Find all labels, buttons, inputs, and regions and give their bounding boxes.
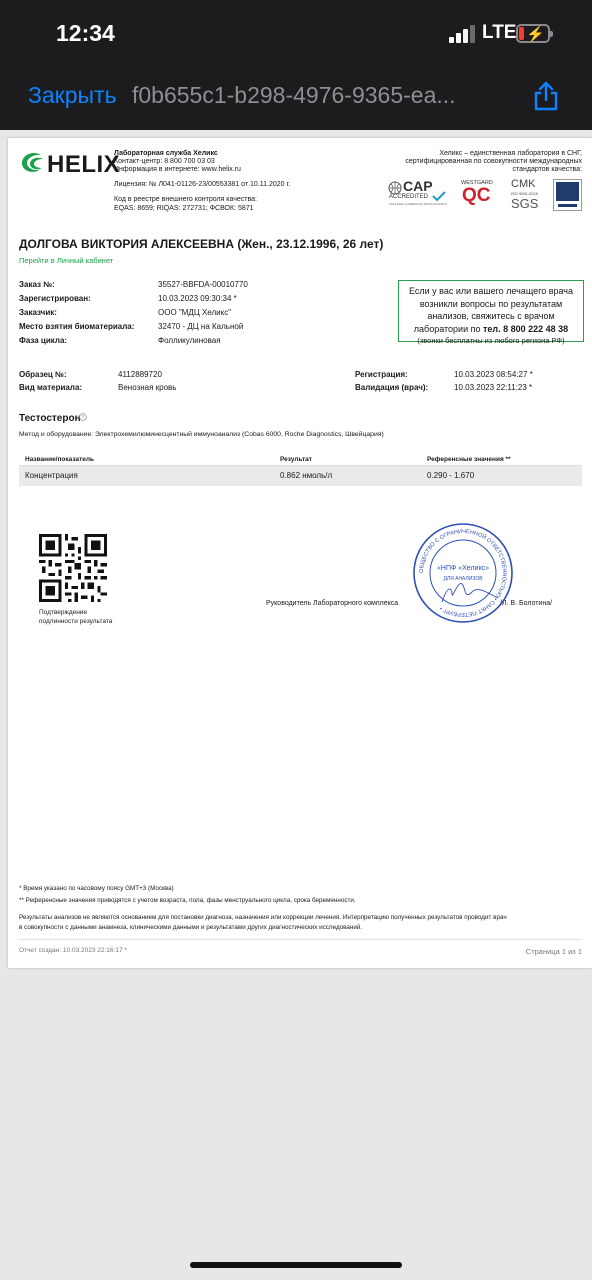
row-name: Концентрация (25, 471, 78, 480)
contact-line-5: (звонки бесплатны из любого региона РФ) (417, 336, 565, 345)
contact-line-4-prefix: лаборатории по (413, 323, 483, 334)
qr-caption-1: Подтверждение (39, 609, 88, 616)
phase-value: Фолликулиновая (158, 336, 221, 345)
customer-label: Заказчик: (19, 308, 57, 317)
logo-text: HELIX (47, 151, 121, 178)
place-value: 32470 - ДЦ на Кальной (158, 322, 244, 331)
westgard-label: WESTGARD (461, 180, 493, 186)
close-button[interactable]: Закрыть (28, 82, 117, 108)
report-created: Отчет создан: 10.03.2023 22:16:17 * (19, 947, 127, 954)
cap-globe-icon (388, 181, 402, 195)
qc-label: QC (462, 185, 491, 206)
network-type: LTE (482, 22, 517, 43)
stamp-ring-text: ОБЩЕСТВО С ОГРАНИЧЕННОЙ ОТВЕТСТВЕННОСТЬЮ • САНКТ-ПЕТЕРБУРГ • (418, 528, 508, 618)
cert-line-1: Хеликс – единственная лаборатория в СНГ, (439, 150, 582, 157)
material-value: Венозная кровь (118, 383, 177, 392)
share-icon[interactable] (531, 80, 561, 112)
nav-bar (0, 68, 592, 130)
stamp-icon (412, 522, 514, 624)
validation-label: Валидация (врач): (355, 383, 429, 392)
footer-note-1: * Время указано по часовому поясу GMT+3 (Москва) (19, 885, 174, 892)
stamp-sub-text: ДЛЯ АНАЛИЗОВ (443, 576, 483, 582)
row-reference: 0.290 - 1.670 (427, 471, 475, 480)
cert-line-2: сертифицированная по совокупности международных (405, 158, 582, 165)
check-icon (432, 191, 446, 201)
signal-icon (449, 25, 477, 43)
sgs-badge (509, 178, 543, 212)
svg-text:?: ? (81, 415, 85, 421)
col-name: Название/показатель (25, 456, 95, 463)
registered-label: Зарегистрирован: (19, 294, 91, 303)
col-result: Результат (280, 456, 312, 463)
test-title: Тестостерон (19, 413, 81, 424)
registration-value: 10.03.2023 08:54:27 * (454, 370, 533, 379)
status-bar (0, 0, 592, 68)
contact-phone[interactable]: тел. 8 800 222 48 38 (483, 323, 569, 334)
footer-note-2: ** Референсные значения приводятся с учетом возраста, пола, фазы менструального цикла, срока беременности. (19, 897, 356, 904)
disclaimer-2: в совокупности с данными анамнеза, клиническими данными и результатами других диагностических исследований. (19, 924, 363, 931)
row-result: 0.862 нмоль/л (280, 471, 333, 480)
quality-code: Код в реестре внешнего контроля качества: (114, 196, 257, 203)
contact-center: Контакт-центр: 8 800 700 03 03 (114, 158, 215, 165)
phase-label: Фаза цикла: (19, 336, 68, 345)
cap-badge (388, 180, 450, 210)
sample-value: 4112889720 (118, 370, 162, 379)
stamp-center-text: «НПФ «Хеликс» (437, 565, 489, 572)
info-icon[interactable] (79, 413, 87, 421)
order-value: 35527-BBFDA-00010770 (158, 280, 248, 289)
helix-logo-icon (19, 151, 45, 175)
customer-value: ООО "МДЦ Хеликс" (158, 308, 232, 317)
registered-value: 10.03.2023 09:30:34 * (158, 294, 237, 303)
battery-icon: ⚡ (516, 24, 550, 43)
westgard-badge (459, 180, 499, 210)
page-number: Страница 1 из 1 (525, 947, 582, 956)
document-page (8, 138, 592, 968)
quality-ids: EQAS: 8659; RIQAS: 272731; ФСВОК: 5871 (114, 205, 254, 212)
validation-value: 10.03.2023 22:11:23 * (454, 383, 533, 392)
cabinet-link[interactable]: Перейти в Личный кабинет (19, 256, 114, 265)
document-title: f0b655c1-b298-4976-9365-ea... (132, 82, 456, 108)
order-label: Заказ №: (19, 280, 55, 289)
status-time: 12:34 (56, 20, 115, 46)
footer-divider (19, 939, 582, 940)
helix-logo (19, 149, 121, 178)
col-reference: Референсные значения ** (427, 456, 511, 463)
results-table-header (19, 453, 582, 466)
contact-line-1: Если у вас или вашего лечащего врача (408, 286, 574, 296)
website: Информация в интернете: www.helix.ru (114, 166, 241, 173)
sgs-label: SGS (511, 196, 539, 211)
contact-line-2: возникли вопросы по результатам (419, 298, 563, 309)
head-name: /Л. В. Болотина/ (500, 600, 553, 607)
place-label: Место взятия биоматериала: (19, 322, 135, 331)
doctor-contact-box (398, 280, 584, 345)
head-label: Руководитель Лабораторного комплекса (266, 600, 399, 607)
qr-code-icon[interactable] (39, 534, 107, 602)
material-label: Вид материала: (19, 383, 83, 392)
home-indicator[interactable] (190, 1262, 402, 1268)
cmk-label: CMK (511, 178, 536, 190)
cap-sub: COLLEGE of AMERICAN PATHOLOGISTS (389, 202, 447, 206)
cap-label: CAP (403, 178, 433, 194)
qr-caption-2: подлинности результата (39, 618, 113, 625)
cert-line-3: стандартов качества: (512, 166, 582, 173)
iso-label: ISO 9001:2015 (511, 191, 538, 196)
contact-line-4 (403, 323, 579, 336)
disclaimer-1: Результаты анализов не являются основанием для постановки диагноза, назначения или коррекции лечения. Интерпретацию полученных результатов проводит врач (19, 914, 507, 921)
test-method: Метод и оборудование: Электрохемилюминесцентный иммуноанализ (Cobas 6000, Roche Diagnostics, Швейцария) (19, 431, 384, 438)
contact-line-3: анализов, свяжитесь с врачом (427, 311, 555, 321)
license: Лицензия: № Л041-01126-23/00553381 от 10.11.2020 г. (114, 181, 291, 188)
cap-accredited: ACCREDITED (389, 194, 429, 200)
sample-label: Образец №: (19, 370, 67, 379)
registration-label: Регистрация: (355, 370, 408, 379)
certificate-badge-icon (553, 179, 582, 211)
lab-name: Лабораторная служба Хеликс (114, 150, 218, 157)
table-row (19, 466, 582, 486)
patient-name: ДОЛГОВА ВИКТОРИЯ АЛЕКСЕЕВНА (Жен., 23.12.1996, 26 лет) (19, 237, 384, 251)
